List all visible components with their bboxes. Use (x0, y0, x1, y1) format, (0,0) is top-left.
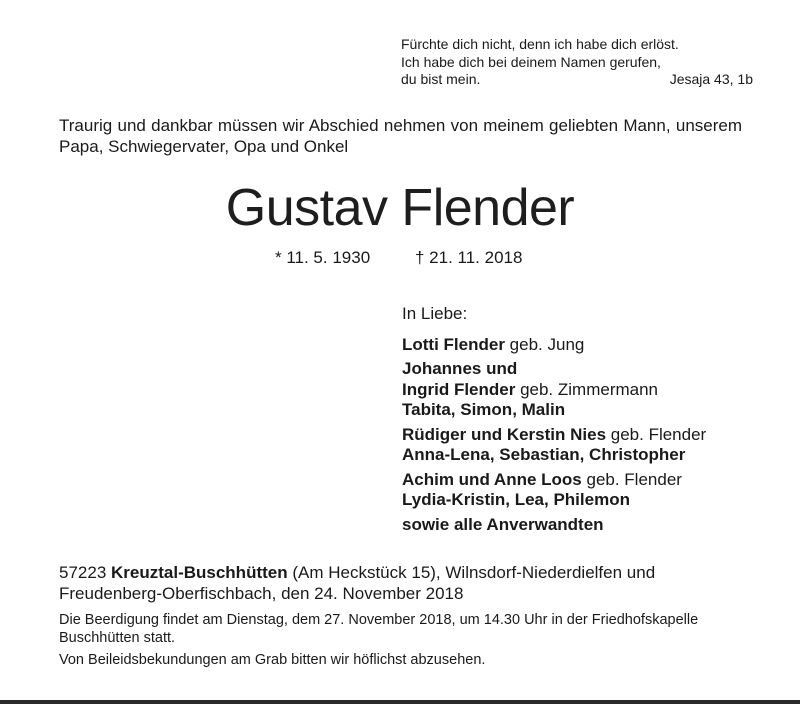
verse-line-1: Fürchte dich nicht, denn ich habe dich erlöst. (401, 36, 679, 52)
intro-line-1: Traurig und dankbar müssen wir Abschied nehmen von meinem geliebten Mann, (59, 116, 671, 135)
mourner-line (402, 490, 762, 511)
verse-reference: Jesaja 43, 1b (669, 71, 753, 87)
intro-line-2: unserem Papa, Schwiegervater, Opa und Onkel (59, 116, 742, 156)
mourner-line (402, 335, 762, 356)
mourner-line (402, 445, 762, 466)
mourner-name: Lydia-Kristin, Lea, Philemon (402, 490, 630, 509)
mourner-suffix: geb. Flender (581, 469, 682, 489)
mourner-line (402, 515, 762, 536)
mourner-group (402, 425, 762, 466)
birth-date: * 11. 5. 1930 (275, 248, 371, 267)
intro-text (59, 115, 742, 157)
verse-line-2: Ich habe dich bei deinem Namen gerufen, (401, 53, 661, 70)
mourner-name: sowie alle Anverwandten (402, 514, 604, 534)
mourners-list (402, 304, 762, 539)
funeral-line-1: Die Beerdigung findet am Dienstag, dem 27. November 2018, um 14.30 Uhr in der Friedhofskapelle (59, 612, 699, 628)
mourner-name: Achim und Anne Loos (402, 469, 582, 489)
mourner-name: Johannes und (402, 359, 518, 378)
verse-line-3-text: du bist mein. (401, 71, 481, 87)
mourner-name: Ingrid Flender (402, 379, 516, 399)
mourner-suffix: geb. Zimmermann (515, 379, 659, 399)
mourner-group (402, 359, 762, 421)
mourner-line (402, 425, 762, 446)
verse-line-3 (401, 71, 753, 89)
mourner-suffix: geb. Jung (504, 334, 585, 354)
address-rest: (Am Heckstück 15), Wilnsdorf-Niederdielfen und (287, 563, 656, 582)
mourner-name: Lotti Flender (402, 334, 505, 354)
mourner-address (59, 562, 759, 604)
mourner-group (402, 335, 762, 356)
address-line-1 (59, 562, 759, 583)
funeral-line-2: Buschhütten statt. (59, 629, 176, 646)
mourner-line (402, 359, 762, 380)
address-zip: 57223 (59, 563, 111, 582)
mourner-line (402, 380, 762, 401)
condolence-notice (59, 652, 759, 670)
mourner-suffix: geb. Flender (606, 424, 707, 444)
mourner-name: Rüdiger und Kerstin Nies (402, 424, 607, 444)
mourner-name: Tabita, Simon, Malin (402, 400, 566, 419)
mourners-heading: In Liebe: (402, 304, 468, 323)
funeral-notice (59, 612, 759, 647)
mourner-name: Anna-Lena, Sebastian, Christopher (402, 445, 686, 464)
deceased-name: Gustav Flender (225, 179, 575, 237)
address-town: Kreuztal-Buschhütten (111, 563, 288, 582)
mourner-group (402, 470, 762, 511)
mourner-line (402, 400, 762, 421)
bible-verse (401, 36, 753, 89)
mourner-group (402, 515, 762, 536)
death-date: † 21. 11. 2018 (415, 248, 523, 267)
address-line-2: Freudenberg-Oberfischbach, den 24. November 2018 (59, 584, 464, 603)
mourner-line (402, 470, 762, 491)
bottom-border (0, 700, 800, 704)
condolence-line: Von Beileidsbekundungen am Grab bitten wir höflichst abzusehen. (59, 652, 486, 668)
